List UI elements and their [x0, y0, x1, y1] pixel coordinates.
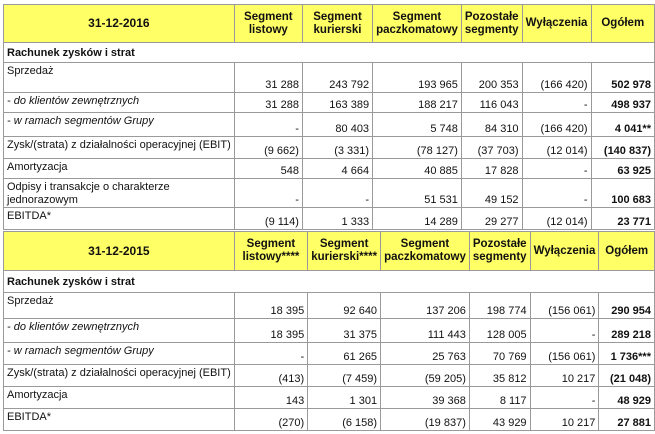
- column-header: Wyłączenia: [522, 5, 591, 43]
- column-header: Segment paczkomatowy: [373, 5, 462, 43]
- cell-value: 35 812: [469, 365, 530, 387]
- row-label: Amortyzacja: [4, 387, 235, 409]
- cell-value: (19 837): [381, 409, 470, 431]
- section-title: Rachunek zysków i strat: [4, 43, 655, 63]
- section-title: Rachunek zysków i strat: [4, 271, 655, 293]
- cell-value: 4 664: [302, 159, 372, 179]
- cell-value: -: [302, 179, 372, 208]
- table-row: [4, 113, 655, 137]
- cell-value: -: [234, 343, 307, 365]
- column-header: Wyłączenia: [530, 232, 599, 271]
- cell-value: 51 531: [373, 179, 462, 208]
- cell-value: 289 218: [599, 319, 655, 343]
- cell-value: (12 014): [522, 137, 591, 159]
- cell-value: (140 837): [591, 137, 654, 159]
- cell-value: (37 703): [461, 137, 522, 159]
- table-row: [4, 137, 655, 159]
- cell-value: (21 048): [599, 365, 655, 387]
- cell-value: 40 885: [373, 159, 462, 179]
- cell-value: 29 277: [461, 208, 522, 230]
- cell-value: 498 937: [591, 93, 654, 113]
- row-label: Amortyzacja: [4, 159, 235, 179]
- row-label: EBITDA*: [4, 409, 235, 431]
- cell-value: 25 763: [381, 343, 470, 365]
- row-label: Sprzedaż: [4, 63, 235, 93]
- cell-value: (6 158): [308, 409, 381, 431]
- row-label: - do klientów zewnętrznych: [4, 93, 235, 113]
- row-label: - do klientów zewnętrznych: [4, 319, 235, 343]
- cell-value: 163 389: [302, 93, 372, 113]
- cell-value: 143: [234, 387, 307, 409]
- cell-value: 290 954: [599, 293, 655, 319]
- cell-value: 200 353: [461, 63, 522, 93]
- cell-value: -: [234, 113, 302, 137]
- cell-value: 43 929: [469, 409, 530, 431]
- cell-value: -: [522, 179, 591, 208]
- cell-value: 18 395: [234, 319, 307, 343]
- cell-value: (78 127): [373, 137, 462, 159]
- cell-value: 137 206: [381, 293, 470, 319]
- cell-value: 198 774: [469, 293, 530, 319]
- table-row: [4, 387, 655, 409]
- cell-value: 80 403: [302, 113, 372, 137]
- column-header: Segment paczkomatowy: [381, 232, 470, 271]
- cell-value: 1 736***: [599, 343, 655, 365]
- cell-value: 18 395: [234, 293, 307, 319]
- column-header: Ogółem: [599, 232, 655, 271]
- header-row: [4, 5, 655, 43]
- cell-value: 31 288: [234, 93, 302, 113]
- column-header: Segment listowy: [234, 5, 302, 43]
- cell-value: (59 205): [381, 365, 470, 387]
- cell-value: 548: [234, 159, 302, 179]
- cell-value: (7 459): [308, 365, 381, 387]
- cell-value: 48 929: [599, 387, 655, 409]
- period-header: 31-12-2015: [4, 232, 235, 271]
- cell-value: (166 420): [522, 63, 591, 93]
- column-header: Segment kurierski****: [308, 232, 381, 271]
- cell-value: 502 978: [591, 63, 654, 93]
- cell-value: 14 289: [373, 208, 462, 230]
- cell-value: 5 748: [373, 113, 462, 137]
- cell-value: -: [522, 93, 591, 113]
- column-header: Segment listowy****: [234, 232, 307, 271]
- row-label: Zysk/(strata) z działalności operacyjnej (EBIT): [4, 137, 235, 159]
- cell-value: 23 771: [591, 208, 654, 230]
- table-row: [4, 343, 655, 365]
- cell-value: (9 114): [234, 208, 302, 230]
- row-label: Odpisy i transakcje o charakterze jednorazowym: [4, 179, 235, 208]
- table-row: [4, 293, 655, 319]
- row-label: Zysk/(strata) z działalności operacyjnej (EBIT): [4, 365, 235, 387]
- cell-value: 8 117: [469, 387, 530, 409]
- table-row: [4, 63, 655, 93]
- cell-value: 61 265: [308, 343, 381, 365]
- cell-value: 193 965: [373, 63, 462, 93]
- cell-value: 63 925: [591, 159, 654, 179]
- cell-value: 92 640: [308, 293, 381, 319]
- column-header: Segment kurierski: [302, 5, 372, 43]
- cell-value: 31 288: [234, 63, 302, 93]
- segment-table-2015: [3, 231, 655, 431]
- cell-value: (12 014): [522, 208, 591, 230]
- table-row: [4, 319, 655, 343]
- row-label: - w ramach segmentów Grupy: [4, 113, 235, 137]
- cell-value: 116 043: [461, 93, 522, 113]
- header-row: [4, 232, 655, 271]
- table-row: [4, 409, 655, 431]
- cell-value: 84 310: [461, 113, 522, 137]
- cell-value: 243 792: [302, 63, 372, 93]
- table-row: [4, 365, 655, 387]
- cell-value: 188 217: [373, 93, 462, 113]
- cell-value: (166 420): [522, 113, 591, 137]
- cell-value: (3 331): [302, 137, 372, 159]
- row-label: Sprzedaż: [4, 293, 235, 319]
- cell-value: -: [530, 319, 599, 343]
- cell-value: 10 217: [530, 409, 599, 431]
- cell-value: (156 061): [530, 293, 599, 319]
- cell-value: (270): [234, 409, 307, 431]
- cell-value: -: [530, 387, 599, 409]
- segment-table-2016: [3, 4, 655, 230]
- cell-value: (156 061): [530, 343, 599, 365]
- column-header: Pozostałe segmenty: [461, 5, 522, 43]
- section-row: [4, 271, 655, 293]
- row-label: EBITDA*: [4, 208, 235, 230]
- cell-value: (9 662): [234, 137, 302, 159]
- cell-value: 100 683: [591, 179, 654, 208]
- cell-value: -: [522, 159, 591, 179]
- cell-value: 4 041**: [591, 113, 654, 137]
- cell-value: 10 217: [530, 365, 599, 387]
- cell-value: 1 301: [308, 387, 381, 409]
- cell-value: 70 769: [469, 343, 530, 365]
- row-label: - w ramach segmentów Grupy: [4, 343, 235, 365]
- cell-value: -: [234, 179, 302, 208]
- cell-value: 49 152: [461, 179, 522, 208]
- table-row: [4, 159, 655, 179]
- cell-value: 31 375: [308, 319, 381, 343]
- cell-value: (413): [234, 365, 307, 387]
- section-row: [4, 43, 655, 63]
- column-header: Pozostałe segmenty: [469, 232, 530, 271]
- table-row: [4, 208, 655, 230]
- cell-value: 128 005: [469, 319, 530, 343]
- period-header: 31-12-2016: [4, 5, 235, 43]
- table-row: [4, 93, 655, 113]
- cell-value: 17 828: [461, 159, 522, 179]
- cell-value: 1 333: [302, 208, 372, 230]
- cell-value: 27 881: [599, 409, 655, 431]
- cell-value: 111 443: [381, 319, 470, 343]
- column-header: Ogółem: [591, 5, 654, 43]
- cell-value: 39 368: [381, 387, 470, 409]
- table-row: [4, 179, 655, 208]
